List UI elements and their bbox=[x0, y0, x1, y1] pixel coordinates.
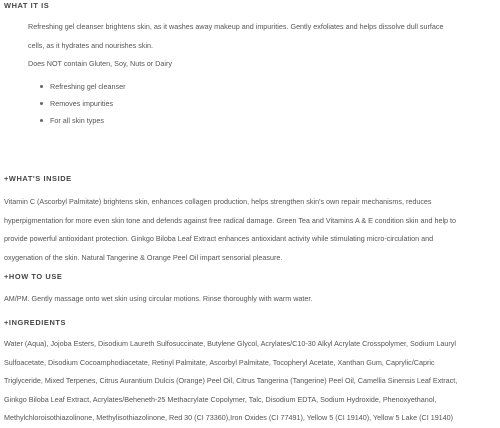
ingredients-toggle[interactable]: +INGREDIENTS bbox=[4, 318, 67, 327]
what-it-is-heading: WHAT IT IS bbox=[4, 1, 50, 10]
how-to-use-toggle[interactable]: +HOW TO USE bbox=[4, 272, 63, 281]
list-item: Removes impurities bbox=[50, 95, 126, 112]
whats-inside-line: Vitamin C (Ascorbyl Palmitate) brightens skin, enhances collagen production, helps strengthen skin's own repair mechanisms, reduces bbox=[4, 197, 432, 206]
whats-inside-line: hyperpigmentation for more even skin tone and defends against free radical damage. Green Tea and Vitamins A & E condition skin and help to bbox=[4, 215, 457, 225]
ingredients-line: Ginkgo Biloba Leaf Extract, Acrylates/Beheneth-25 Methacrylate Copolymer, Talc, Disodium EDTA, Sodium Hydroxide, Phenoxyethanol, bbox=[4, 394, 437, 404]
allergen-note: Does NOT contain Gluten, Soy, Nuts or Dairy bbox=[28, 59, 172, 69]
how-to-use-line: AM/PM. Gently massage onto wet skin using circular motions. Rinse thoroughly with warm water. bbox=[4, 294, 313, 303]
list-item: Refreshing gel cleanser bbox=[50, 78, 126, 95]
description-line: cells, as it hydrates and nourishes skin. bbox=[28, 40, 154, 50]
description-line: Refreshing gel cleanser brightens skin, as it washes away makeup and impurities. Gently exfoliates and helps dissolve dull surface bbox=[28, 22, 444, 31]
what-it-is-description bbox=[28, 18, 444, 74]
ingredients-line: Triglyceride, Mixed Terpenes, Citrus Aurantium Dulcis (Orange) Peel Oil, Citrus Tangerina (Tangerine) Peel Oil, Camellia Sinensis Leaf Extract, bbox=[4, 376, 458, 386]
how-to-use-text bbox=[4, 290, 312, 309]
ingredients-line: Sulfoacetate, Disodium Cocoamphodiacetate, Retinyl Palmitate, Ascorbyl Palmitate, Tocopheryl Acetate, Xanthan Gum, Caprylic/Capric bbox=[4, 357, 435, 367]
benefits-list bbox=[50, 78, 126, 129]
whats-inside-text bbox=[4, 193, 456, 267]
bullet-icon bbox=[40, 85, 43, 88]
whats-inside-line: provide powerful antioxidant protection. Ginkgo Biloba Leaf Extract enhances antioxidant activity while stimulating micro-circulation and bbox=[4, 234, 434, 244]
list-item: For all skin types bbox=[50, 112, 126, 129]
bullet-icon bbox=[40, 119, 43, 122]
whats-inside-toggle[interactable]: +WHAT'S INSIDE bbox=[4, 174, 72, 183]
ingredients-text bbox=[4, 335, 457, 428]
ingredients-line: Methylchloroisothiazolinone, Methylisothiazolinone, Red 30 (CI 73360),Iron Oxides (CI 77491), Yellow 5 (CI 19140), Yellow 5 Lake (CI 19140) bbox=[4, 413, 454, 423]
ingredients-line: Water (Aqua), Jojoba Esters, Disodium Laureth Sulfosuccinate, Butylene Glycol, Acrylates/C10-30 Alkyl Acrylate Crosspolymer, Sodium Lauryl bbox=[4, 339, 456, 348]
whats-inside-line: oxygenation of the skin. Natural Tangerine & Orange Peel Oil impart sensorial pleasure. bbox=[4, 252, 283, 262]
bullet-icon bbox=[40, 102, 43, 105]
